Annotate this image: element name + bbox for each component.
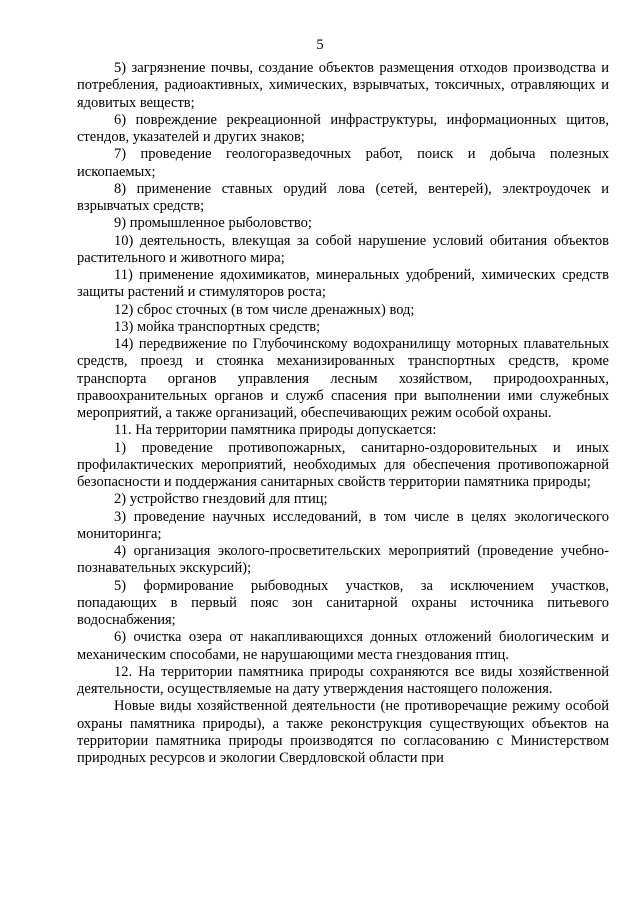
document-body (77, 60, 609, 767)
prohibition-item-8: 8) применение ставных орудий лова (сетей, вентерей), электроудочек и взрывчатых средств; (77, 180, 609, 214)
prohibition-item-14: 14) передвижение по Глубочинскому водохранилищу моторных плавательных средств, проезд и стоянка механизированных транспортных средств, кроме транспорта органов управления лесным хозяйством, природоохранных, правоохранительных органов и служб спасения при выполнении ими служебных мероприятий, а также организаций, обеспечивающих режим особой охраны. (77, 336, 609, 421)
section-12-paragraph: 12. На территории памятника природы сохраняются все виды хозяйственной деятельности, осуществляемые на дату утверждения настоящего положения. (77, 663, 609, 697)
allowed-item-4: 4) организация эколого-просветительских мероприятий (проведение учебно-познавательных экскурсий); (77, 543, 609, 577)
prohibition-item-13: 13) мойка транспортных средств; (114, 318, 321, 335)
page-number: 5 (316, 37, 324, 53)
allowed-item-3: 3) проведение научных исследований, в том числе в целях экологического мониторинга; (77, 508, 609, 542)
section-11-heading: 11. На территории памятника природы допускается: (114, 422, 437, 439)
prohibition-item-10: 10) деятельность, влекущая за собой нарушение условий обитания объектов растительного и животного мира; (77, 232, 609, 266)
new-activities-paragraph: Новые виды хозяйственной деятельности (не противоречащие режиму особой охраны памятника природы), а также реконструкция существующих объектов на территории памятника природы производятся по согласованию с Министерством природных ресурсов и экологии Свердловской области при (77, 698, 609, 766)
prohibition-item-7: 7) проведение геологоразведочных работ, поиск и добыча полезных ископаемых; (77, 146, 609, 180)
prohibition-item-11: 11) применение ядохимикатов, минеральных удобрений, химических средств защиты растений и стимуляторов роста; (77, 267, 609, 301)
allowed-item-6: 6) очистка озера от накапливающихся донных отложений биологическим и механическим способами, не нарушающими места гнездования птиц. (77, 629, 609, 663)
prohibition-item-9: 9) промышленное рыболовство; (114, 215, 312, 232)
allowed-item-5: 5) формирование рыбоводных участков, за исключением участков, попадающих в первый пояс зон санитарной охраны источника питьевого водоснабжения; (77, 577, 609, 628)
prohibition-item-5: 5) загрязнение почвы, создание объектов размещения отходов производства и потребления, радиоактивных, химических, взрывчатых, токсичных, отравляющих и ядовитых веществ; (77, 60, 609, 111)
allowed-item-2: 2) устройство гнездовий для птиц; (114, 491, 328, 508)
prohibition-item-12: 12) сброс сточных (в том числе дренажных) вод; (114, 301, 415, 318)
allowed-item-1: 1) проведение противопожарных, санитарно-оздоровительных и иных профилактических мероприятий, необходимых для обеспечения противопожарной безопасности и поддержания санитарных свойств территории памятника природы; (77, 439, 609, 490)
prohibition-item-6: 6) повреждение рекреационной инфраструктуры, информационных щитов, стендов, указателей и других знаков; (77, 111, 609, 145)
